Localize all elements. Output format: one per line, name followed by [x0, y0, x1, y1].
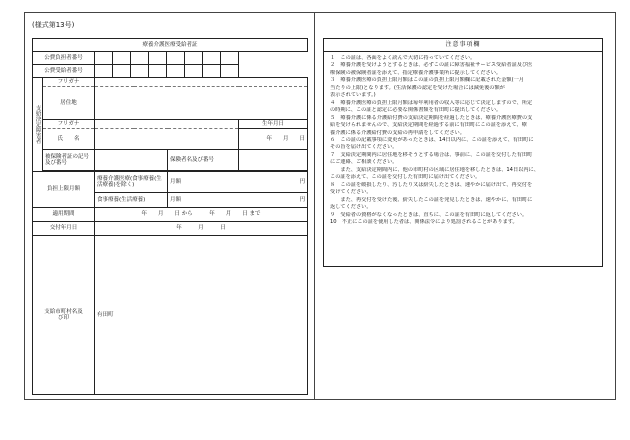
furigana-address-value: [95, 78, 308, 87]
notes-line: ４ 療養介護医療の負担上限月額は毎年利用者の収入等に応じて決定しますので、所定: [330, 99, 533, 106]
notes-line: また、支給決定期間内に、他の市町村の区域に居住地を移したときは、14日以内に、: [330, 166, 539, 173]
notes-line: 当たりの上限)となります。(生活保護の認定を受けた場合には減免後の額が: [330, 84, 505, 91]
name-value: [95, 129, 239, 150]
notes-line: この証を添えて、この証を交付した有田町に届け出てください。: [330, 174, 481, 181]
notes-line: ３ 療養介護医療の負担上限月額はこの証の負担上限月額欄に記載された金額(一月: [330, 77, 524, 84]
period-label: 適用期間: [33, 208, 95, 222]
municipality-value: 有田町: [95, 236, 308, 395]
notes-line: 療保険の被保険者証を添えて、指定療養介護事業所に提示してください。: [330, 69, 502, 76]
insured-card-label: 被保険者証の記号及び番号: [43, 150, 95, 171]
name-label: 氏 名: [43, 129, 95, 150]
notes-line: 10 不正にこの証を使用した者は、関係法令により処罰されることがあります。: [330, 218, 518, 225]
notes-line: ７ 支給決定期間内に居住地を移そうとする場合は、事前に、この証を交付した有田町: [330, 151, 533, 158]
notes-box: [323, 38, 603, 267]
furigana-name-value: [95, 120, 239, 129]
notes-line: にご連絡、ご相談ください。: [330, 159, 398, 166]
public-recipient-number-label: 公費受給者番号: [33, 65, 95, 78]
certificate-title: 療養介護医療受給者証: [33, 39, 308, 52]
copay-row-meal-monthly: 月額: [168, 193, 239, 208]
copay-row-medical-label: 療養介護医療(食事療養(生活療養)を除く): [95, 172, 168, 193]
public-recipient-number-boxes: [95, 65, 239, 78]
notes-line: 返してください。: [330, 204, 372, 211]
certificate-table: [32, 38, 308, 395]
municipality-label: 支給市町村名及び印: [33, 236, 95, 395]
address-label: 居住地: [43, 87, 95, 120]
public-payer-number-boxes: [95, 52, 239, 65]
public-payer-number-label: 公費負担者番号: [33, 52, 95, 65]
notes-line: 養介護に係る介護給付費の支給の再申請をしてください。: [330, 129, 465, 136]
notes-line: ６ この証の記載事項に変更があったときは、14日以内に、この証を添えて、有田町に: [330, 136, 534, 143]
fold-divider: [314, 12, 315, 400]
notes-line: の時期に、この証と認定に必要な関係書類を有田町に提出してください。: [330, 107, 502, 114]
notes-line: 給を受けられませんので、支給決定期間を経過する前に有田町にこの証を添えて、療: [330, 122, 527, 129]
copay-row-meal-label: 食事療養(生活療養): [95, 193, 168, 208]
copay-row-meal-unit: 円: [239, 193, 308, 208]
notes-title: 注意事項欄: [324, 39, 602, 52]
furigana-label-address: フリガナ: [43, 78, 95, 87]
notes-line: １ この証は、各面をよく読んで大切に持っていてください。: [330, 55, 476, 61]
insured-card-value: [95, 150, 168, 171]
notes-line: ９ 受給者の資格がなくなったときは、直ちに、この証を有田町に返してください。: [330, 211, 528, 218]
recipient-group-label: 支給決定障害者: [33, 78, 43, 172]
notes-line: 表示されています。): [330, 92, 376, 99]
insurer-value: [239, 150, 308, 171]
notes-line: ８ この証を破損したり、汚したり又は紛失したときは、速やかに届け出て、再交付を: [330, 181, 533, 188]
notes-line: ５ 療養介護に係る介護給付費の支給決定期間を経過したときは、療養介護医療費の支: [330, 114, 533, 121]
birth-date-label: 生年月日: [239, 120, 308, 129]
notes-body: [324, 52, 602, 226]
address-value: [95, 87, 308, 120]
notes-line: 受けてください。: [330, 189, 372, 196]
copay-row-medical-unit: 円: [239, 172, 308, 193]
notes-line: その旨を届け出てください。: [330, 144, 398, 151]
notes-line: ２ 療養介護を受けようとするときは、必ずこの証に障害福祉サービス受給者証及び医: [330, 62, 533, 69]
birth-date-value: 年 月 日: [239, 129, 308, 150]
copay-limit-label: 負担上限月額: [33, 172, 95, 208]
issue-date-value: 年 月 日: [95, 222, 308, 236]
copay-row-medical-monthly: 月額: [168, 172, 239, 193]
furigana-label-name: フリガナ: [43, 120, 95, 129]
issue-date-label: 交付年月日: [33, 222, 95, 236]
period-value: 年 月 日 から 年 月 日 まで: [95, 208, 308, 222]
form-number: (様式第13号): [32, 21, 75, 29]
insurer-label: 保険者名及び番号: [168, 150, 239, 171]
notes-line: また、再交付を受けた後、紛失したこの証を発見したときは、速やかに、有田町に: [330, 196, 533, 203]
